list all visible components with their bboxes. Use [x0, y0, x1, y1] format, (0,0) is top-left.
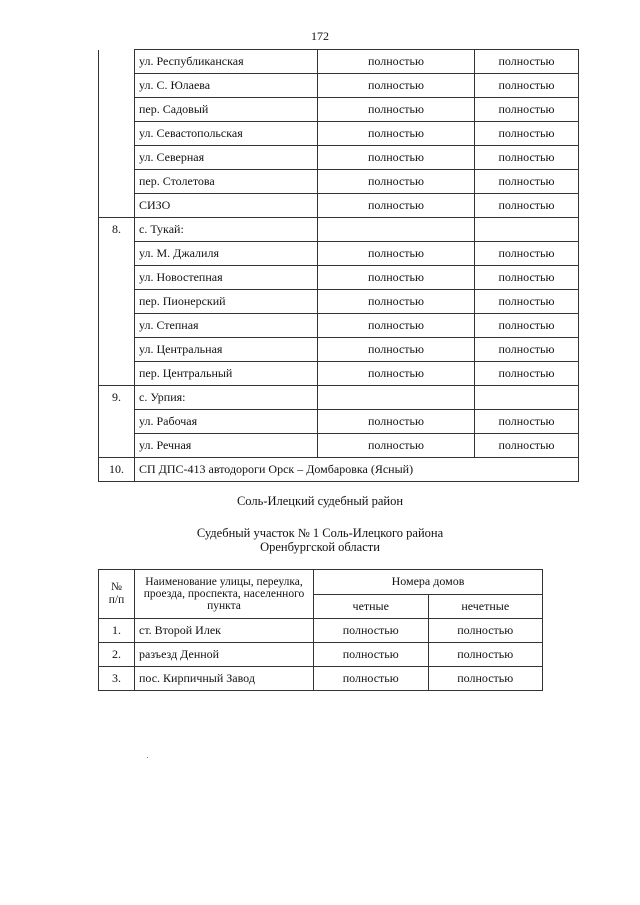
header-num — [99, 570, 135, 619]
odd-houses: полностью — [475, 74, 579, 98]
table-row — [99, 362, 579, 386]
street-name: ул. Степная — [135, 314, 318, 338]
row-number — [99, 170, 135, 194]
table-row — [99, 74, 579, 98]
even-houses: полностью — [318, 194, 475, 218]
row-number — [99, 122, 135, 146]
street-name: СИЗО — [135, 194, 318, 218]
street-name: пер. Столетова — [135, 170, 318, 194]
even-houses: полностью — [318, 290, 475, 314]
row-number — [99, 434, 135, 458]
row-number — [99, 410, 135, 434]
even-houses: полностью — [318, 98, 475, 122]
odd-houses: полностью — [428, 619, 543, 643]
row-number — [99, 314, 135, 338]
page-number: 172 — [311, 29, 329, 43]
row-number: 1. — [99, 619, 135, 643]
even-houses: полностью — [318, 170, 475, 194]
row-number — [99, 266, 135, 290]
odd-houses — [475, 218, 579, 242]
row-number: 8. — [99, 218, 135, 242]
even-houses: полностью — [318, 242, 475, 266]
even-houses: полностью — [314, 643, 429, 667]
even-houses: полностью — [314, 619, 429, 643]
table-row — [99, 266, 579, 290]
table-row — [99, 290, 579, 314]
even-houses: полностью — [318, 266, 475, 290]
table-row — [99, 619, 543, 643]
street-name: ул. Северная — [135, 146, 318, 170]
odd-houses: полностью — [475, 194, 579, 218]
table-row — [99, 314, 579, 338]
header-even: четные — [314, 594, 429, 619]
row-number: 3. — [99, 667, 135, 691]
header-num-line-2: п/п — [108, 594, 125, 606]
row-number — [99, 98, 135, 122]
row-number — [99, 242, 135, 266]
even-houses: полностью — [318, 314, 475, 338]
even-houses: полностью — [318, 50, 475, 74]
odd-houses: полностью — [428, 667, 543, 691]
header-name: Наименование улицы, переулка, проезда, проспекта, населенного пункта — [135, 570, 314, 619]
odd-houses: полностью — [475, 314, 579, 338]
street-name: ул. М. Джалиля — [135, 242, 318, 266]
table-row — [99, 458, 579, 482]
odd-houses: полностью — [475, 290, 579, 314]
table-row — [99, 122, 579, 146]
street-name: ул. Республиканская — [135, 50, 318, 74]
court-title-line-2: Оренбургской области — [260, 540, 380, 554]
header-odd: нечетные — [428, 594, 543, 619]
row-number — [99, 290, 135, 314]
even-houses: полностью — [318, 74, 475, 98]
row-number — [99, 362, 135, 386]
odd-houses — [475, 386, 579, 410]
court-title — [0, 526, 640, 554]
street-name: ул. С. Юлаева — [135, 74, 318, 98]
row-number — [99, 74, 135, 98]
street-name: ул. Севастопольская — [135, 122, 318, 146]
row-number: 9. — [99, 386, 135, 410]
street-name: ул. Центральная — [135, 338, 318, 362]
scan-speck — [147, 757, 148, 758]
street-name: ул. Речная — [135, 434, 318, 458]
table-row — [99, 218, 579, 242]
odd-houses: полностью — [475, 146, 579, 170]
court-title-line-1: Судебный участок № 1 Соль-Илецкого района — [196, 526, 444, 540]
streets-table-continued — [98, 49, 579, 482]
street-name: пер. Пионерский — [135, 290, 318, 314]
street-name: пер. Садовый — [135, 98, 318, 122]
row-number: 10. — [99, 458, 135, 482]
odd-houses: полностью — [475, 122, 579, 146]
street-name: ст. Второй Илек — [135, 619, 314, 643]
table-row — [99, 170, 579, 194]
table-row — [99, 146, 579, 170]
odd-houses: полностью — [475, 362, 579, 386]
header-row — [99, 570, 543, 595]
odd-houses: полностью — [428, 643, 543, 667]
district-title: Соль-Илецкий судебный район — [236, 494, 404, 508]
settlement-name: СП ДПС-413 автодороги Орск – Домбаровка (Ясный) — [135, 458, 579, 482]
row-number — [99, 50, 135, 74]
odd-houses: полностью — [475, 242, 579, 266]
odd-houses: полностью — [475, 266, 579, 290]
table-row — [99, 386, 579, 410]
street-name: пос. Кирпичный Завод — [135, 667, 314, 691]
table-row — [99, 98, 579, 122]
odd-houses: полностью — [475, 50, 579, 74]
street-name: с. Тукай: — [135, 218, 318, 242]
even-houses: полностью — [318, 122, 475, 146]
street-name: ул. Новостепная — [135, 266, 318, 290]
odd-houses: полностью — [475, 170, 579, 194]
header-num-line-1: № — [111, 581, 122, 593]
even-houses: полностью — [318, 362, 475, 386]
even-houses — [318, 386, 475, 410]
table-row — [99, 50, 579, 74]
table-row — [99, 643, 543, 667]
odd-houses: полностью — [475, 98, 579, 122]
table-row — [99, 410, 579, 434]
street-name: ул. Рабочая — [135, 410, 318, 434]
table-row — [99, 194, 579, 218]
court-district-table — [98, 569, 543, 691]
row-number — [99, 338, 135, 362]
table-row — [99, 338, 579, 362]
even-houses: полностью — [318, 338, 475, 362]
even-houses: полностью — [318, 146, 475, 170]
row-number — [99, 146, 135, 170]
even-houses: полностью — [318, 434, 475, 458]
odd-houses: полностью — [475, 434, 579, 458]
table-row — [99, 242, 579, 266]
even-houses: полностью — [318, 410, 475, 434]
header-houses: Номера домов — [314, 570, 543, 595]
street-name: пер. Центральный — [135, 362, 318, 386]
row-number: 2. — [99, 643, 135, 667]
street-name: с. Урпия: — [135, 386, 318, 410]
odd-houses: полностью — [475, 338, 579, 362]
street-name: разъезд Денной — [135, 643, 314, 667]
even-houses — [318, 218, 475, 242]
table-row — [99, 667, 543, 691]
table-row — [99, 434, 579, 458]
odd-houses: полностью — [475, 410, 579, 434]
even-houses: полностью — [314, 667, 429, 691]
row-number — [99, 194, 135, 218]
